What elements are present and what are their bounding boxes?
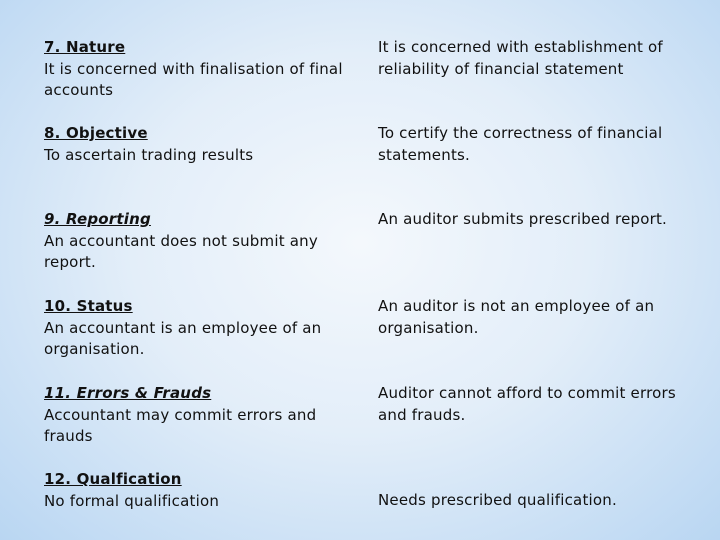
accountant-text: No formal qualification [44, 491, 220, 510]
auditor-text: It is concerned with establishment of reliability of financial statement [378, 38, 663, 78]
row-heading: 10. Status [44, 297, 133, 315]
accountant-text: Accountant may commit errors and frauds [44, 405, 317, 445]
row-objective-auditor [378, 123, 700, 166]
auditor-text: An auditor submits prescribed report. [378, 210, 668, 228]
row-heading: 9. Reporting [44, 210, 151, 228]
accountant-text: An accountant does not submit any report. [44, 231, 318, 271]
accountant-text: It is concerned with finalisation of final accounts [44, 59, 343, 99]
auditor-text: Auditor cannot afford to commit errors and frauds. [378, 384, 676, 424]
row-objective-accountant [44, 123, 344, 166]
accountant-text: An accountant is an employee of an organisation. [44, 318, 322, 358]
row-heading: 7. Nature [44, 38, 126, 56]
row-heading: 12. Qualfication [44, 470, 182, 488]
row-heading: 11. Errors & Frauds [44, 384, 212, 402]
row-errors-auditor [378, 383, 700, 426]
row-errors-accountant [44, 383, 344, 448]
auditor-text: To certify the correctness of financial statements. [378, 124, 663, 164]
auditor-text: Needs prescribed qualification. [378, 491, 617, 509]
row-reporting-accountant [44, 209, 344, 274]
row-qualification-accountant [44, 469, 344, 512]
row-status-accountant [44, 296, 344, 361]
row-nature-accountant [44, 37, 344, 102]
row-status-auditor [378, 296, 700, 339]
row-nature-auditor [378, 37, 700, 80]
auditor-text: An auditor is not an employee of an organisation. [378, 297, 655, 337]
row-qualification-auditor [378, 490, 700, 512]
row-heading: 8. Objective [44, 124, 148, 142]
row-reporting-auditor [378, 209, 700, 231]
accountant-text: To ascertain trading results [44, 145, 254, 164]
